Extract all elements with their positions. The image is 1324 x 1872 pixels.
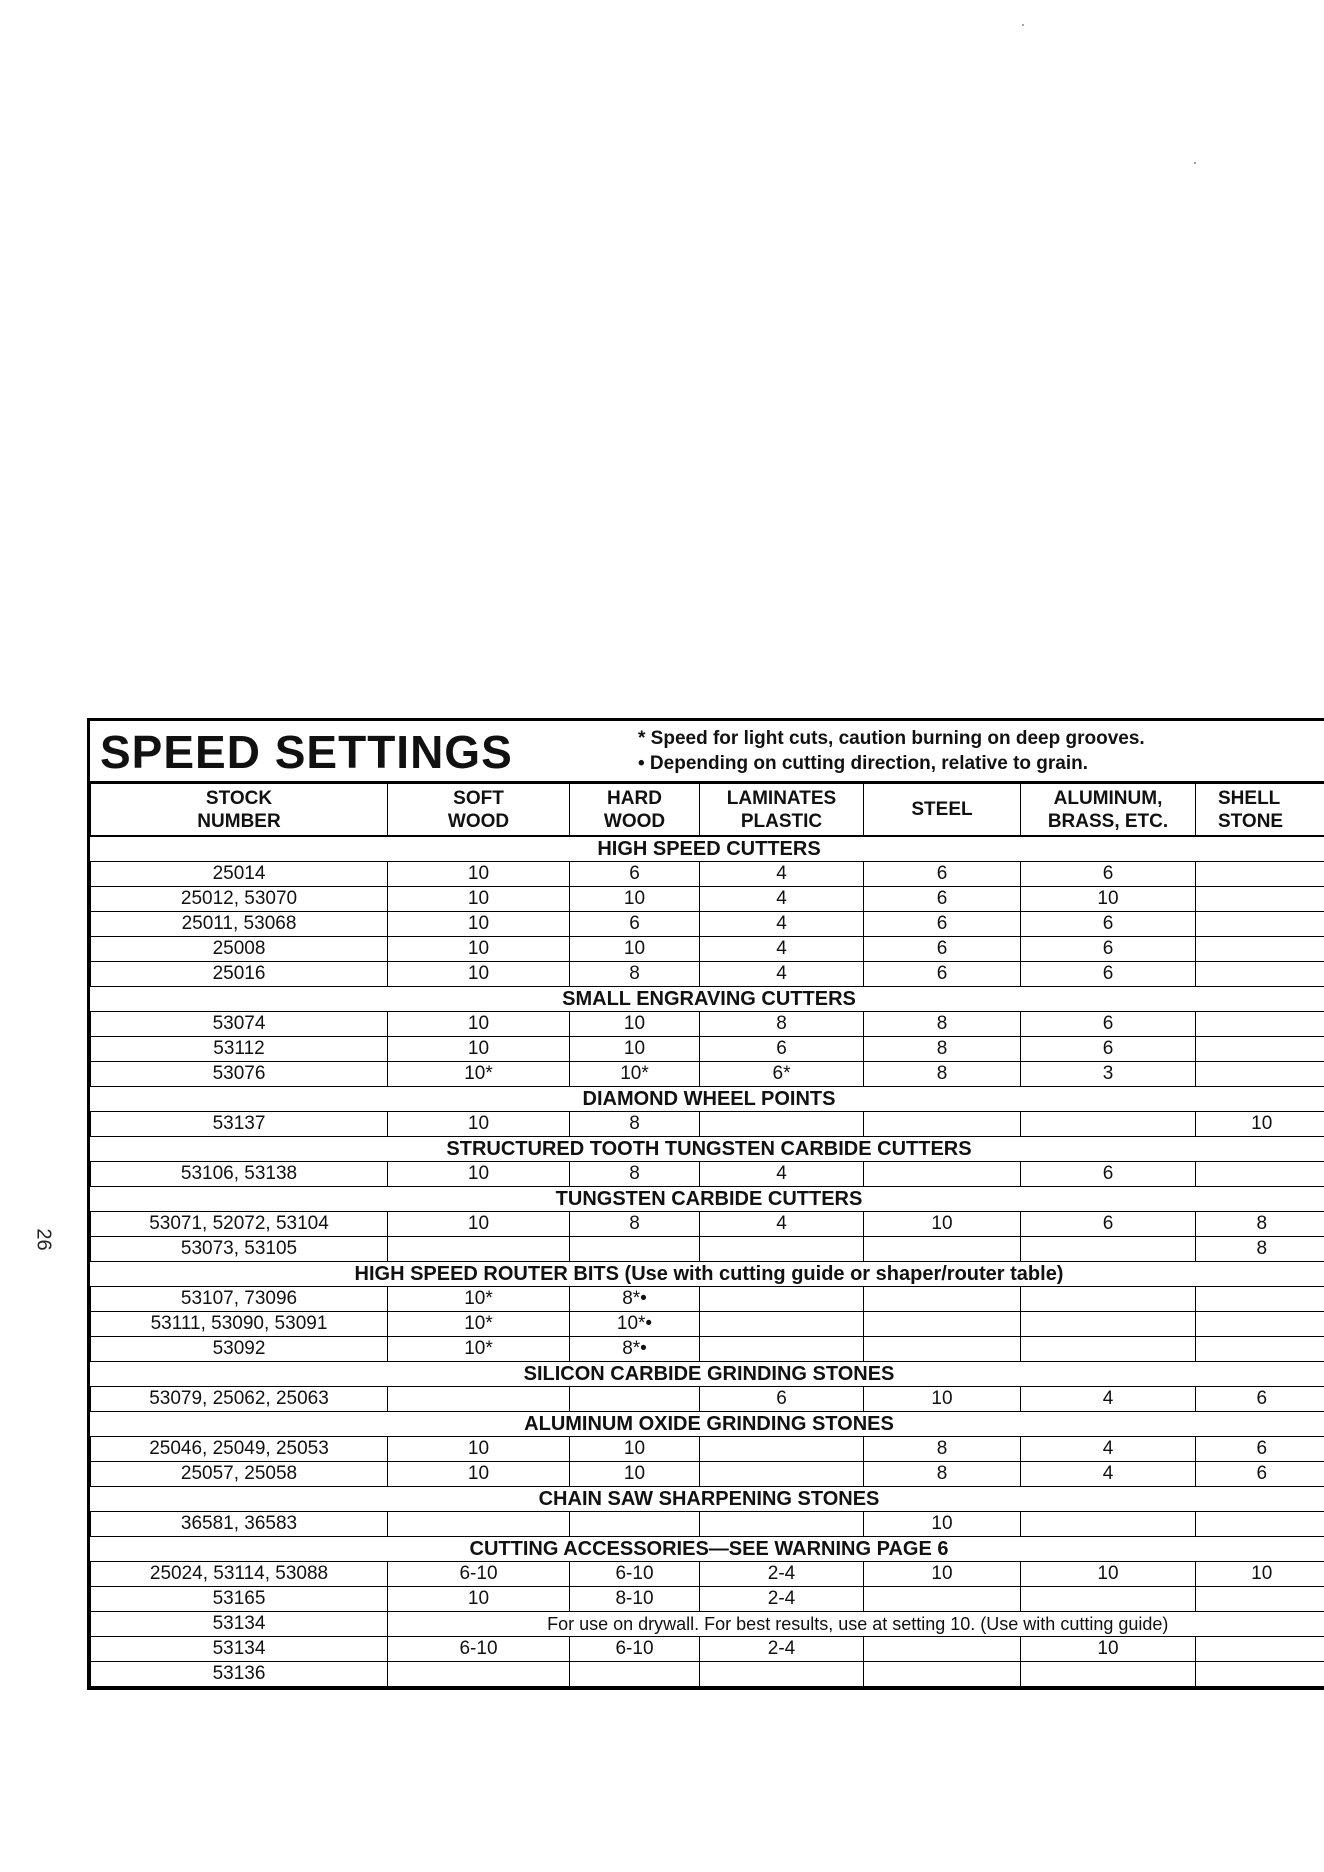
cell-laminates-plastic: 6* [700,1062,864,1087]
cell-soft-wood: 10 [388,1212,570,1237]
cell-hard-wood: 10 [570,887,700,912]
cell-aluminum-brass: 6 [1021,912,1196,937]
cell-soft-wood [388,1512,570,1537]
cell-shell-stone: 8 [1196,1212,1324,1237]
column-header-line: WOOD [447,810,510,832]
section-title: TUNGSTEN CARBIDE CUTTERS [91,1187,1324,1212]
section-title: SILICON CARBIDE GRINDING STONES [91,1362,1324,1387]
cell-hard-wood [570,1237,700,1262]
cell-steel: 8 [864,1062,1021,1087]
cell-hard-wood: 10 [570,1437,700,1462]
cell-soft-wood: 10 [388,912,570,937]
cell-hard-wood: 6 [570,862,700,887]
cell-shell-stone [1196,1287,1324,1312]
column-header-line: WOOD [603,810,666,832]
cell-laminates-plastic: 4 [700,937,864,962]
cell-aluminum-brass [1021,1112,1196,1137]
cell-hard-wood: 8*• [570,1287,700,1312]
cell-stock-number: 53107, 73096 [91,1287,388,1312]
cell-hard-wood: 10 [570,1037,700,1062]
cell-aluminum-brass: 6 [1021,1212,1196,1237]
cell-laminates-plastic [700,1662,864,1687]
table-row [91,1612,1324,1637]
cell-steel [864,1637,1021,1662]
cell-shell-stone [1196,912,1324,937]
table-row [91,1387,1324,1412]
table-row [91,1162,1324,1187]
speed-table [90,783,1324,1687]
cell-hard-wood: 8 [570,1162,700,1187]
cell-steel: 10 [864,1512,1021,1537]
section-title: DIAMOND WHEEL POINTS [91,1087,1324,1112]
cell-aluminum-brass [1021,1312,1196,1337]
cell-soft-wood: 10 [388,862,570,887]
cell-soft-wood: 10 [388,887,570,912]
cell-stock-number: 53136 [91,1662,388,1687]
section-header-row [91,1487,1324,1512]
cell-laminates-plastic [700,1112,864,1137]
cell-soft-wood: 10 [388,1112,570,1137]
cell-hard-wood: 6-10 [570,1637,700,1662]
cell-aluminum-brass: 6 [1021,1037,1196,1062]
cell-aluminum-brass [1021,1662,1196,1687]
chart-header [90,721,1324,783]
table-row [91,1512,1324,1537]
section-title: HIGH SPEED CUTTERS [91,836,1324,862]
column-header-line: STOCK [205,787,273,809]
note-light-cuts: * Speed for light cuts, caution burning on deep grooves. [638,728,1145,749]
cell-shell-stone [1196,1162,1324,1187]
section-header-row [91,1362,1324,1387]
cell-soft-wood: 10 [388,1162,570,1187]
cell-laminates-plastic: 6 [700,1037,864,1062]
table-row [91,1287,1324,1312]
cell-steel [864,1312,1021,1337]
cell-hard-wood: 10 [570,937,700,962]
cell-aluminum-brass: 10 [1021,1562,1196,1587]
cell-hard-wood [570,1387,700,1412]
cell-laminates-plastic: 2-4 [700,1562,864,1587]
column-header-line: BRASS, ETC. [1047,810,1169,832]
cell-steel: 10 [864,1562,1021,1587]
cell-soft-wood: 10 [388,1037,570,1062]
column-header-soft-wood [388,784,570,837]
section-title: SMALL ENGRAVING CUTTERS [91,987,1324,1012]
cell-shell-stone [1196,962,1324,987]
cell-steel: 6 [864,912,1021,937]
cell-shell-stone [1196,1312,1324,1337]
column-header-line: STONE [1218,810,1284,832]
cell-hard-wood: 10*• [570,1312,700,1337]
cell-stock-number: 53073, 53105 [91,1237,388,1262]
cell-soft-wood: 10* [388,1287,570,1312]
cell-stock-number: 25014 [91,862,388,887]
cell-stock-number: 25011, 53068 [91,912,388,937]
cell-laminates-plastic: 4 [700,887,864,912]
cell-shell-stone [1196,1012,1324,1037]
cell-shell-stone: 6 [1196,1437,1324,1462]
cell-hard-wood: 8-10 [570,1587,700,1612]
cell-laminates-plastic: 6 [700,1387,864,1412]
cell-steel: 8 [864,1012,1021,1037]
cell-aluminum-brass: 6 [1021,937,1196,962]
cell-aluminum-brass: 10 [1021,887,1196,912]
cell-steel [864,1237,1021,1262]
cell-stock-number: 53137 [91,1112,388,1137]
cell-laminates-plastic [700,1237,864,1262]
cell-hard-wood: 8 [570,962,700,987]
table-row [91,1012,1324,1037]
cell-shell-stone [1196,1637,1324,1662]
cell-laminates-plastic: 4 [700,1162,864,1187]
page-number: 26 [32,1228,55,1251]
cell-steel: 6 [864,937,1021,962]
cell-steel [864,1662,1021,1687]
cell-aluminum-brass: 6 [1021,1012,1196,1037]
cell-shell-stone [1196,1062,1324,1087]
cell-shell-stone [1196,862,1324,887]
cell-hard-wood: 8 [570,1112,700,1137]
table-row [91,1587,1324,1612]
table-row [91,1562,1324,1587]
section-header-row [91,1537,1324,1562]
cell-stock-number: 25024, 53114, 53088 [91,1562,388,1587]
cell-soft-wood: 10* [388,1337,570,1362]
cell-shell-stone [1196,1662,1324,1687]
column-header-line: LAMINATES [726,787,837,809]
table-row [91,1112,1324,1137]
footnotes [638,726,1145,776]
column-header-line: NUMBER [197,810,281,832]
cell-hard-wood: 10 [570,1462,700,1487]
table-row [91,887,1324,912]
cell-stock-number: 53111, 53090, 53091 [91,1312,388,1337]
cell-laminates-plastic [700,1337,864,1362]
cell-aluminum-brass: 6 [1021,962,1196,987]
cell-laminates-plastic: 4 [700,912,864,937]
column-header-line: ALUMINUM, [1053,787,1163,809]
cell-steel [864,1112,1021,1137]
table-row [91,1662,1324,1687]
cell-laminates-plastic [700,1437,864,1462]
cell-aluminum-brass [1021,1287,1196,1312]
cell-shell-stone [1196,1512,1324,1537]
table-row [91,1237,1324,1262]
table-row [91,1062,1324,1087]
cell-soft-wood [388,1237,570,1262]
table-row [91,912,1324,937]
cell-stock-number: 53165 [91,1587,388,1612]
cell-steel [864,1587,1021,1612]
section-header-row [91,1262,1324,1287]
scan-speck [1022,24,1024,26]
cell-shell-stone [1196,1587,1324,1612]
cell-shell-stone: 10 [1196,1562,1324,1587]
cell-stock-number: 53106, 53138 [91,1162,388,1187]
cell-aluminum-brass: 6 [1021,862,1196,887]
cell-steel: 10 [864,1212,1021,1237]
cell-steel: 10 [864,1387,1021,1412]
cell-stock-number: 53074 [91,1012,388,1037]
cell-soft-wood [388,1387,570,1412]
column-header-shell-stone [1196,784,1324,837]
cell-aluminum-brass: 4 [1021,1437,1196,1462]
table-row [91,1212,1324,1237]
section-header-row [91,1087,1324,1112]
cell-stock-number: 53076 [91,1062,388,1087]
column-header-line: STEEL [911,799,973,820]
cell-shell-stone [1196,937,1324,962]
cell-hard-wood [570,1512,700,1537]
cell-soft-wood: 10* [388,1312,570,1337]
section-title: CHAIN SAW SHARPENING STONES [91,1487,1324,1512]
cell-steel [864,1337,1021,1362]
cell-aluminum-brass: 10 [1021,1637,1196,1662]
section-title: ALUMINUM OXIDE GRINDING STONES [91,1412,1324,1437]
column-header-line: HARD [607,787,662,809]
cell-aluminum-brass [1021,1237,1196,1262]
column-header-laminates-plastic [700,784,864,837]
cell-steel: 8 [864,1462,1021,1487]
cell-soft-wood: 10 [388,1012,570,1037]
cell-laminates-plastic [700,1312,864,1337]
cell-stock-number: 25016 [91,962,388,987]
cell-soft-wood: 10 [388,937,570,962]
table-row [91,1437,1324,1462]
cell-steel: 8 [864,1437,1021,1462]
cell-laminates-plastic [700,1512,864,1537]
cell-laminates-plastic: 4 [700,1212,864,1237]
column-header-line: PLASTIC [740,810,823,832]
speed-settings-chart [87,718,1324,1690]
chart-title: SPEED SETTINGS [100,726,513,778]
cell-laminates-plastic: 8 [700,1012,864,1037]
table-row [91,1637,1324,1662]
column-header-aluminum-brass [1021,784,1196,837]
table-body [91,836,1324,1687]
cell-laminates-plastic [700,1287,864,1312]
cell-steel: 6 [864,862,1021,887]
cell-stock-number: 25057, 25058 [91,1462,388,1487]
column-header-stock-number [91,784,388,837]
cell-soft-wood: 6-10 [388,1637,570,1662]
cell-stock-number: 53079, 25062, 25063 [91,1387,388,1412]
cell-stock-number: 25046, 25049, 25053 [91,1437,388,1462]
cell-hard-wood: 8 [570,1212,700,1237]
column-header-hard-wood [570,784,700,837]
cell-usage-note: For use on drywall. For best results, use at setting 10. (Use with cutting guide) [388,1612,1324,1637]
table-row [91,937,1324,962]
cell-steel: 6 [864,887,1021,912]
scan-speck [1194,162,1196,164]
section-header-row [91,1412,1324,1437]
cell-hard-wood: 6 [570,912,700,937]
cell-aluminum-brass [1021,1337,1196,1362]
cell-stock-number: 25012, 53070 [91,887,388,912]
cell-stock-number: 53134 [91,1637,388,1662]
section-header-row [91,987,1324,1012]
cell-shell-stone [1196,1037,1324,1062]
cell-soft-wood: 6-10 [388,1562,570,1587]
column-header-steel [864,784,1021,837]
cell-stock-number: 53071, 52072, 53104 [91,1212,388,1237]
header-row [91,784,1324,837]
table-row [91,1462,1324,1487]
section-header-row [91,1137,1324,1162]
cell-hard-wood: 10* [570,1062,700,1087]
cell-hard-wood [570,1662,700,1687]
section-title: STRUCTURED TOOTH TUNGSTEN CARBIDE CUTTERS [91,1137,1324,1162]
table-row [91,962,1324,987]
table-row [91,862,1324,887]
cell-shell-stone [1196,1337,1324,1362]
cell-laminates-plastic: 4 [700,962,864,987]
column-header-line: SHELL [1218,787,1281,809]
table-row [91,1312,1324,1337]
cell-aluminum-brass: 3 [1021,1062,1196,1087]
cell-stock-number: 53134 [91,1612,388,1637]
cell-hard-wood: 10 [570,1012,700,1037]
cell-stock-number: 53112 [91,1037,388,1062]
section-title: CUTTING ACCESSORIES—SEE WARNING PAGE 6 [91,1537,1324,1562]
cell-shell-stone [1196,887,1324,912]
cell-laminates-plastic: 2-4 [700,1637,864,1662]
cell-laminates-plastic: 4 [700,862,864,887]
cell-aluminum-brass: 4 [1021,1462,1196,1487]
cell-steel [864,1162,1021,1187]
cell-stock-number: 25008 [91,937,388,962]
cell-soft-wood: 10* [388,1062,570,1087]
cell-hard-wood: 6-10 [570,1562,700,1587]
cell-aluminum-brass [1021,1512,1196,1537]
column-header-line: SOFT [453,787,504,809]
cell-soft-wood: 10 [388,1437,570,1462]
cell-steel: 6 [864,962,1021,987]
cell-soft-wood: 10 [388,962,570,987]
cell-shell-stone: 10 [1196,1112,1324,1137]
cell-hard-wood: 8*• [570,1337,700,1362]
cell-stock-number: 36581, 36583 [91,1512,388,1537]
cell-aluminum-brass: 4 [1021,1387,1196,1412]
cell-steel: 8 [864,1037,1021,1062]
section-title: HIGH SPEED ROUTER BITS (Use with cutting guide or shaper/router table) [91,1262,1324,1287]
table-row [91,1337,1324,1362]
cell-aluminum-brass: 6 [1021,1162,1196,1187]
cell-soft-wood: 10 [388,1462,570,1487]
cell-laminates-plastic [700,1462,864,1487]
cell-shell-stone: 6 [1196,1462,1324,1487]
cell-laminates-plastic: 2-4 [700,1587,864,1612]
section-header-row [91,836,1324,862]
cell-shell-stone: 6 [1196,1387,1324,1412]
cell-soft-wood: 10 [388,1587,570,1612]
cell-stock-number: 53092 [91,1337,388,1362]
section-header-row [91,1187,1324,1212]
cell-aluminum-brass [1021,1587,1196,1612]
cell-steel [864,1287,1021,1312]
table-row [91,1037,1324,1062]
cell-soft-wood [388,1662,570,1687]
cell-shell-stone: 8 [1196,1237,1324,1262]
note-cutting-direction: • Depending on cutting direction, relative to grain. [638,753,1089,774]
